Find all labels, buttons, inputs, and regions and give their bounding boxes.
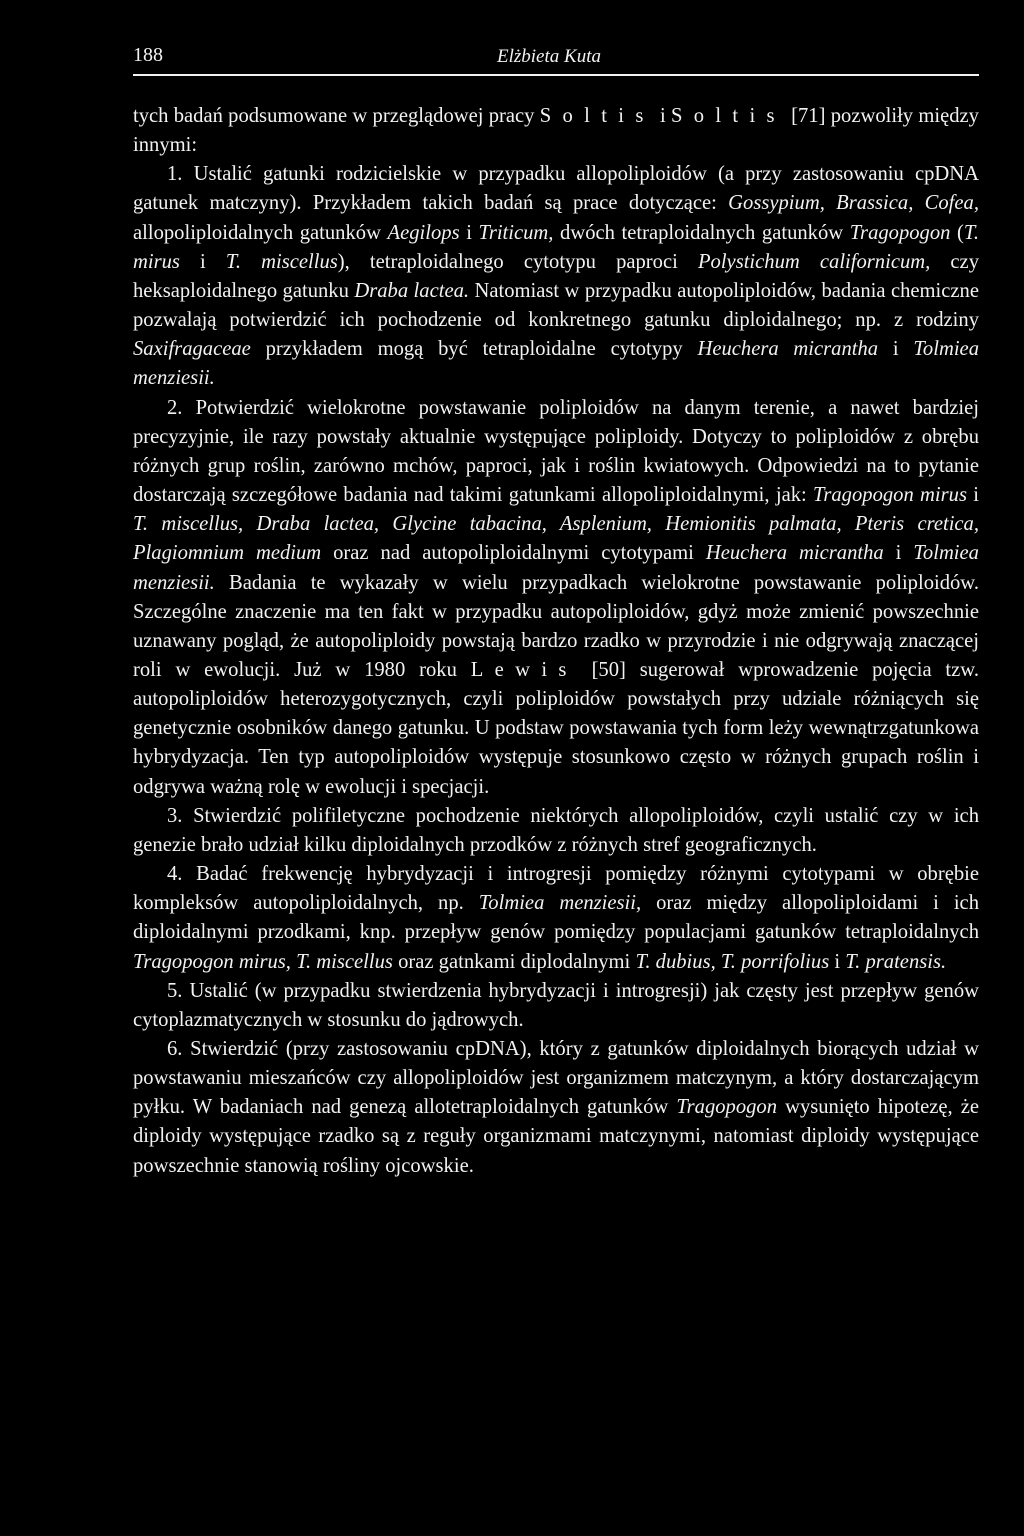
text-span: wysunięto hipotezę, że diploidy występujące rzadko są z reguły organizmami matczynymi, natomiast diploidy występujące powszechnie stanowią rośliny ojcowskie.	[133, 1096, 979, 1177]
paragraph-item-1	[133, 160, 979, 393]
author-citation: Lewis	[470, 658, 578, 681]
text-span: dwóch tetraploidalnych gatunków	[553, 221, 850, 244]
running-head	[133, 38, 979, 74]
text-span: [71] pozwoliły między innymi:	[133, 105, 979, 157]
taxon-name: Gossypium, Brassica, Cofea,	[728, 192, 979, 215]
text-span: allopoliploidalnych gatunków	[133, 221, 388, 244]
text-span: i	[966, 484, 980, 507]
paragraph-intro	[133, 102, 979, 160]
paragraph-item-4	[133, 860, 979, 977]
text-span: 2. Potwierdzić wielokrotne powstawanie poliploidów na danym terenie, a nawet bardziej precyzyjnie, ile razy powstały aktualnie występujące poliploidy. Dotyczy to poliploidów z obrębu różnych grup roślin, zarówno mchów, paproci, jak i roślin kwiatowych. Odpowiedzi na to pytanie dostarczają szczegółowe badania nad takimi gatunkami allopoliploidalnymi, jak:	[133, 396, 979, 507]
body-text	[133, 102, 979, 1181]
text-span: 6. Stwierdzić (przy zastosowaniu cpDNA), który z gatunków diploidalnych biorących udział w powstawaniu mieszańców czy allopoliploidów jest organizmem matczynym, a który dostarczającym pyłku. W badaniach nad genezą allotetraploidalnych gatunków	[133, 1038, 979, 1119]
text-span: i	[654, 105, 671, 127]
text-span: czy heksaploidalnego gatunku	[133, 250, 979, 302]
text-span: oraz nad autopoliploidalnymi cytotypami	[321, 542, 706, 565]
running-head-author: Elżbieta Kuta	[497, 46, 601, 67]
taxon-name: Draba lactea.	[354, 279, 470, 302]
taxon-name: Tragopogon mirus	[813, 484, 967, 507]
text-span: i	[179, 250, 226, 273]
taxon-name: Tolmiea menziesii,	[478, 892, 642, 915]
text-span: tych badań podsumowane w przeglądowej pracy	[133, 105, 540, 127]
book-page	[133, 38, 979, 1181]
paragraph-item-3	[133, 802, 979, 860]
taxon-name: Aegilops	[387, 221, 460, 244]
taxon-name: Saxifragaceae	[133, 338, 251, 361]
taxon-name: T. dubius, T. porrifolius	[635, 950, 830, 973]
text-span: Badania te wykazały w wielu przypadkach wielokrotne powstawanie poliploidów. Szczególne znaczenie ma ten fakt w przypadku autopoliploidów, gdyż może zmienić powszechnie uznawany pogląd, że autopoliploidy powstają bardzo rzadko w przyrodzie i nie odgrywają znaczącej roli w ewolucji. Już w 1980 roku	[133, 571, 979, 681]
text-span: 1. Ustalić gatunki rodzicielskie w przypadku allopoliploidów (a przy zastosowaniu cpDNA gatunek matczyny). Przykładem takich badań są prace dotyczące:	[133, 163, 979, 215]
taxon-name: T. pratensis.	[845, 950, 947, 973]
taxon-name: T. mirus	[133, 221, 979, 273]
text-span: ), tetraploidalnego cytotypu paproci	[337, 250, 698, 273]
taxon-name: Polystichum californicum,	[697, 250, 931, 273]
taxon-name: Tragopogon	[676, 1096, 778, 1119]
text-span: i	[883, 542, 914, 565]
page-number: 188	[133, 44, 163, 66]
text-span: Natomiast w przypadku autopoliploidów, badania chemiczne pozwalają potwierdzić ich pochodzenie od konkretnego gatunku diploidalnego; np. z rodziny	[133, 279, 979, 332]
taxon-name: Tolmiea menziesii.	[133, 542, 979, 594]
taxon-name: Tolmiea menziesii.	[133, 338, 979, 390]
author-citation: Soltis	[539, 105, 655, 127]
text-span: i	[829, 950, 846, 973]
taxon-name: Triticum,	[478, 221, 554, 244]
author-citation: Soltis	[670, 105, 786, 127]
taxon-name: Heuchera micrantha	[697, 338, 879, 361]
text-span: [50] sugerował wprowadzenie pojęcia tzw. autopoliploidów heterozygotycznych, czyli poliploidów powstałych przy udziale różniących się genetycznie osobników danego gatunku. U podstaw powstawania tych form leży wewnątrzgatunkowa hybrydyzacja. Ten typ autopoliploidów występuje stosunkowo często w różnych grupach roślin i odgrywa ważną rolę w ewolucji i specjacji.	[133, 658, 979, 798]
paragraph-item-2	[133, 394, 979, 802]
text-span: i	[459, 221, 479, 244]
text-span: oraz między allopoliploidami i ich diploidalnymi przodkami, knp. przepływ genów pomiędzy populacjami gatunków tetraploidalnych	[133, 892, 979, 944]
taxon-name: T. miscellus	[225, 250, 338, 273]
text-span: 5. Ustalić (w przypadku stwierdzenia hybrydyzacji i introgresji) jak częsty jest przepływ genów cytoplazmatycznych w stosunku do jądrowych.	[133, 979, 979, 1031]
text-span: i	[878, 338, 914, 361]
text-span: przykładem mogą być tetraploidalne cytotypy	[250, 338, 698, 361]
text-span: 3. Stwierdzić polifiletyczne pochodzenie niektórych allopoliploidów, czyli ustalić czy w ich genezie brało udział kilku diploidalnych przodków z różnych stref geograficznych.	[133, 804, 979, 856]
taxon-name: T. miscellus, Draba lactea, Glycine tabacina, Asplenium, Hemionitis palmata, Pteris cretica, Plagiomnium medium	[133, 513, 979, 565]
text-span: (	[950, 221, 964, 244]
paragraph-item-6	[133, 1035, 979, 1181]
header-rule	[133, 74, 979, 76]
text-span: 4. Badać frekwencję hybrydyzacji i introgresji pomiędzy różnymi cytotypami w obrębie kompleksów autopoliploidalnych, np.	[133, 863, 979, 915]
text-span: oraz gatnkami diplodalnymi	[392, 950, 636, 973]
taxon-name: Tragopogon mirus, T. miscellus	[133, 950, 393, 973]
taxon-name: Tragopogon	[849, 221, 951, 244]
paragraph-item-5	[133, 977, 979, 1035]
taxon-name: Heuchera micrantha	[705, 542, 884, 565]
